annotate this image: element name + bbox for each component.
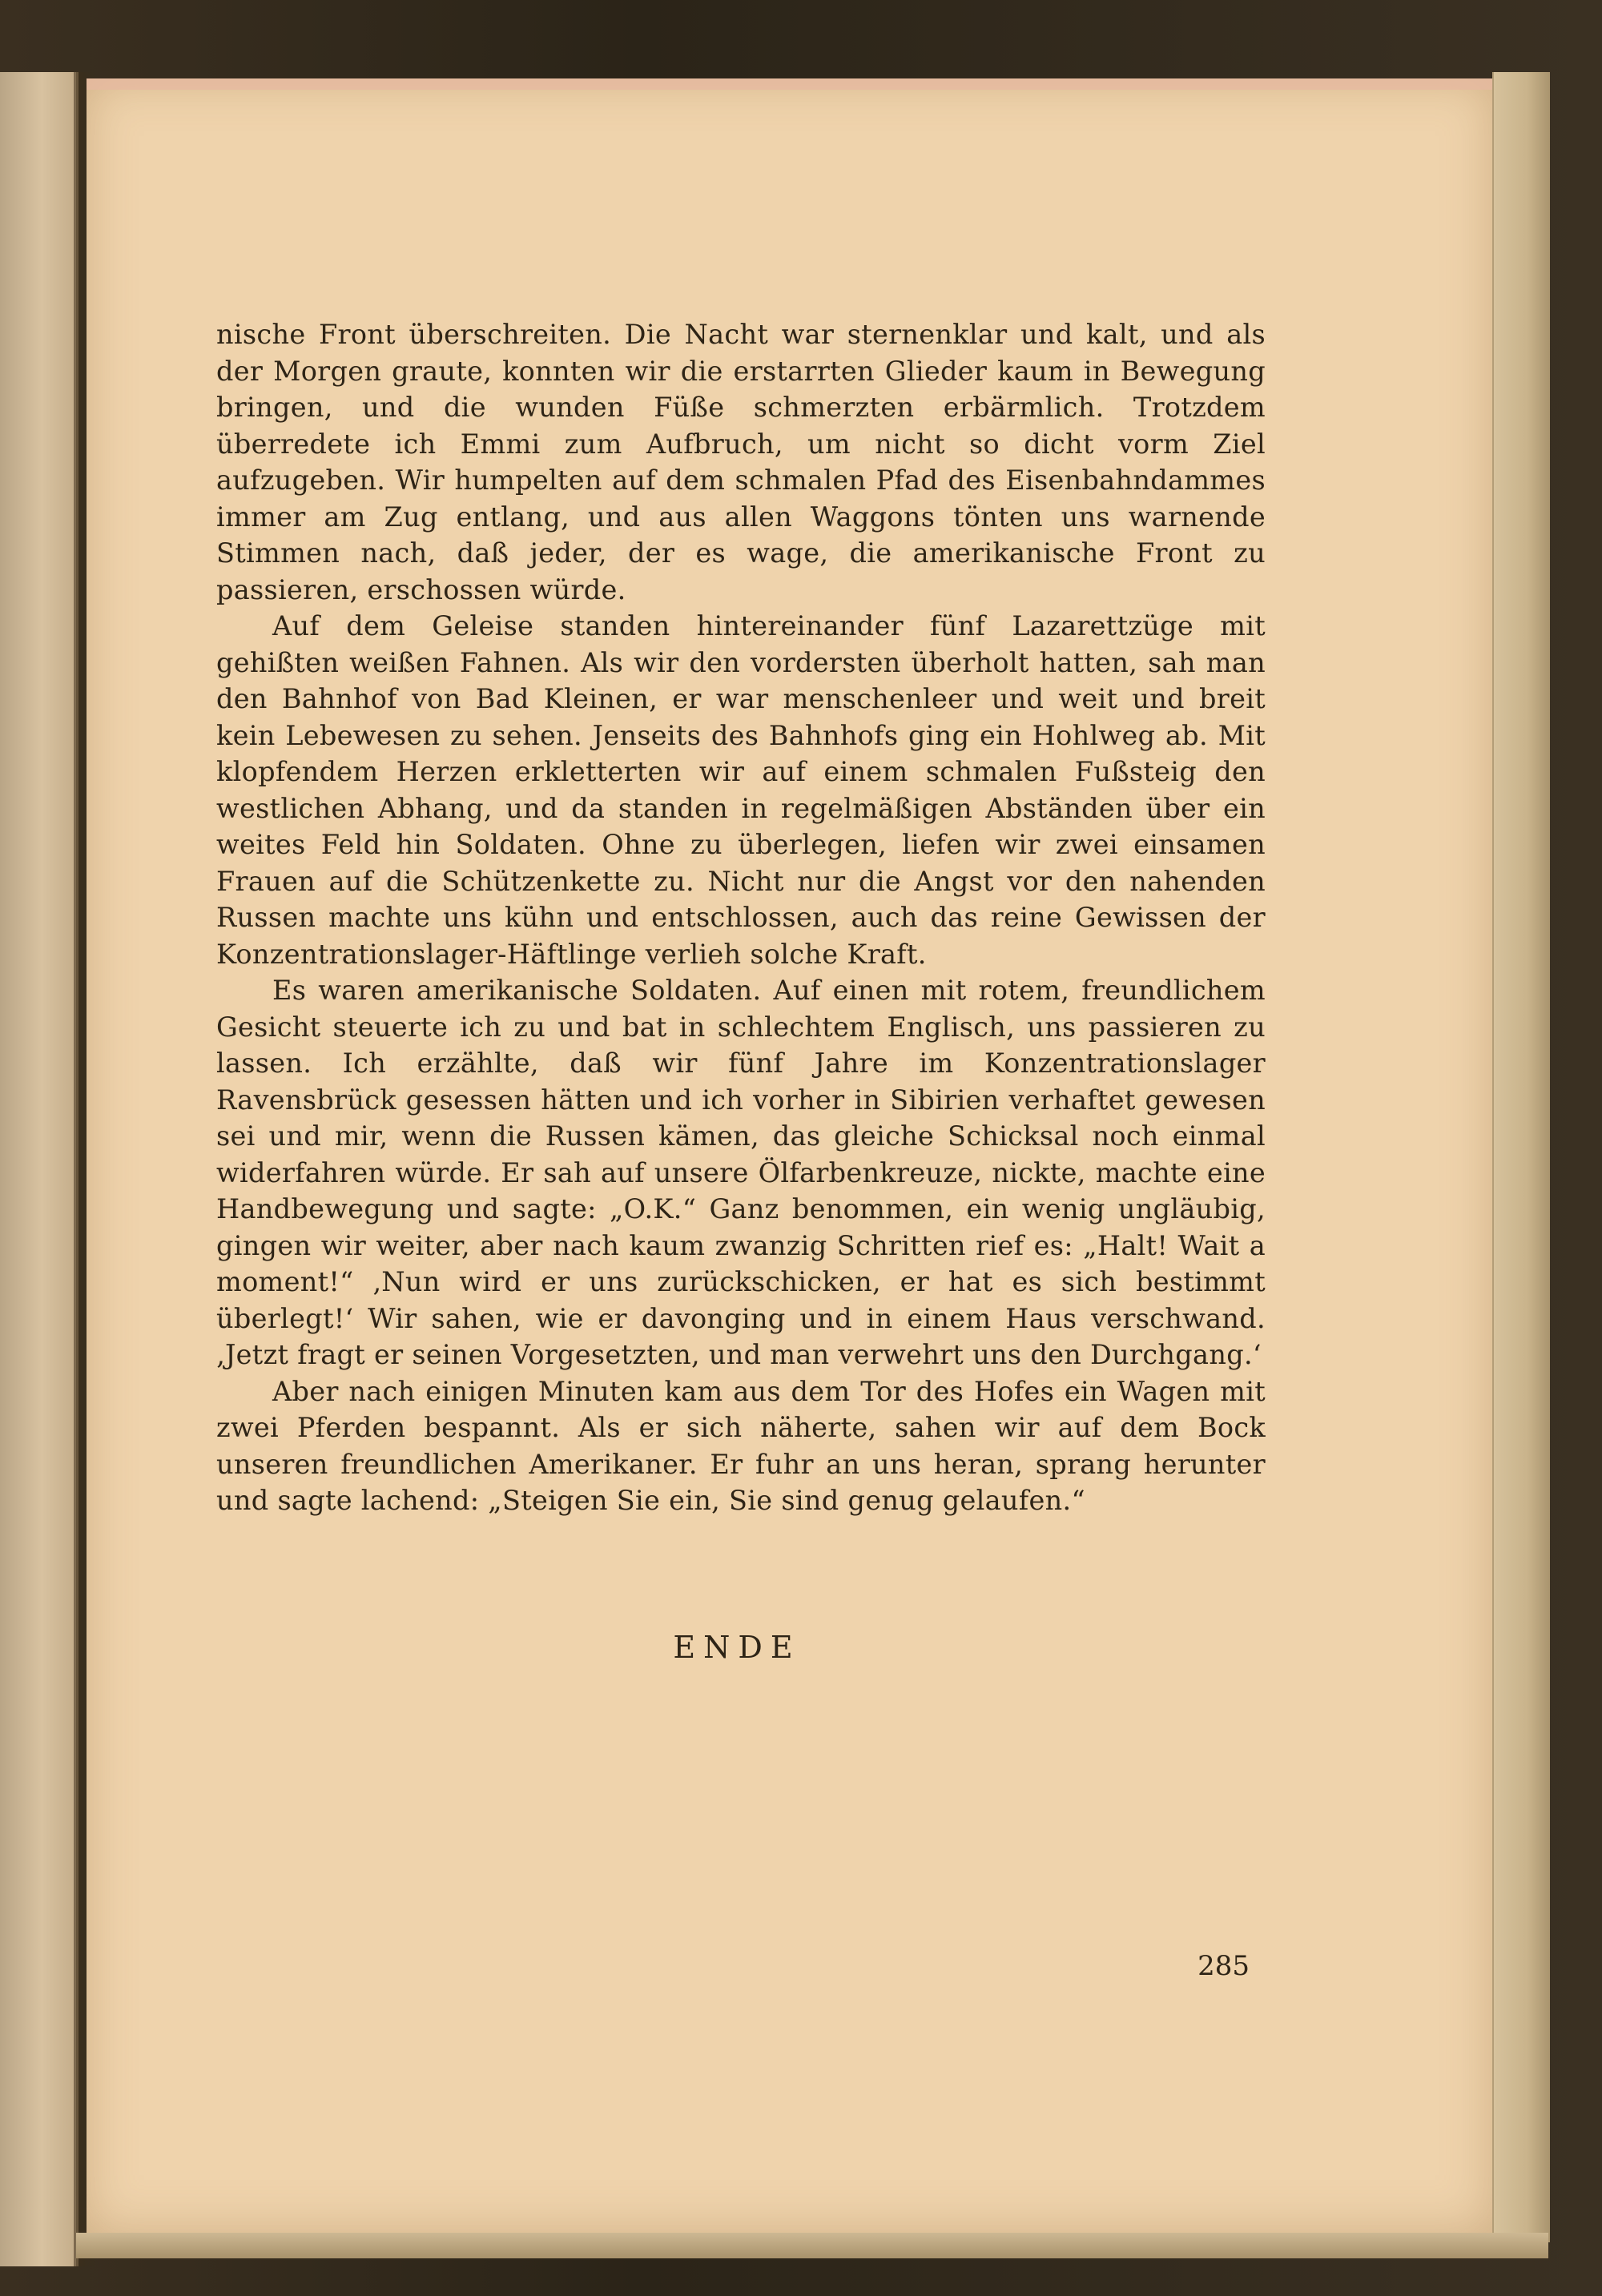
paragraph-1: nische Front überschreiten. Die Nacht war sternenklar und kalt, und als der Morgen graute, konnten wir die erstarrten Glieder kaum in Bewegung bringen, und die wunden Füße schmerzten erbärmlich. Trotzdem überredete ich Emmi zum Aufbruch, um nicht so dicht vorm Ziel aufzugeben. Wir humpelten auf dem schmalen Pfad des Eisenbahndammes immer am Zug entlang, und aus allen Waggons tönten uns warnende Stimmen nach, daß jeder, der es wage, die amerikanische Front zu passieren, erschossen würde.: [216, 319, 1266, 605]
paragraph-4: Aber nach einigen Minuten kam aus dem Tor des Hofes ein Wagen mit zwei Pferden bespannt. Als er sich näherte, sahen wir auf dem Bock unseren freundlichen Amerikaner. Er fuhr an uns heran, sprang herunter und sagte lachend: „Steigen Sie ein, Sie sind genug gelaufen.“: [216, 1375, 1266, 1516]
page-number: 285: [1197, 1950, 1250, 1982]
paragraph-2: Auf dem Geleise standen hintereinander fünf Lazarettzüge mit gehißten weißen Fahnen. Als wir den vordersten überholt hatten, sah man den Bahnhof von Bad Kleinen, er war menschenleer und weit und breit kein Lebewesen zu sehen. Jenseits des Bahnhofs ging ein Hohlweg ab. Mit klopfendem Herzen erkletterten wir auf einem schmalen Fußsteig den westlichen Abhang, und da standen in regelmäßigen Abständen über ein weites Feld hin Soldaten. Ohne zu überlegen, liefen wir zwei einsamen Frauen auf die Schützenkette zu. Nicht nur die Angst vor den nahenden Russen machte uns kühn und entschlossen, auch das reine Gewissen der Konzentrationslager-Häftlinge verlieh solche Kraft.: [216, 610, 1266, 970]
left-page-edge: [0, 72, 78, 2266]
body-text: [216, 316, 1266, 1519]
paragraph-3: Es waren amerikanische Soldaten. Auf einen mit rotem, freundlichem Gesicht steuerte ich zu und bat in schlechtem Englisch, uns passieren zu lassen. Ich erzählte, daß wir fünf Jahre im Konzentrationslager Ravensbrück gesessen hätten und ich vorher in Sibirien verhaftet gewesen sei und mir, wenn die Russen kämen, das gleiche Schicksal noch einmal widerfahren würde. Er sah auf unsere Ölfarbenkreuze, nickte, machte eine Handbewegung und sagte: „O.K.“ Ganz benommen, ein wenig ungläubig, gingen wir weiter, aber nach kaum zwanzig Schritten rief es: „Halt! Wait a moment!“ ‚Nun wird er uns zurückschicken, er hat es sich bestimmt überlegt!‘ Wir sahen, wie er davonging und in einem Haus verschwand. ‚Jetzt fragt er seinen Vorgesetzten, und man verwehrt uns den Durchgang.‘: [216, 975, 1266, 1370]
ending-heading: ENDE: [673, 1630, 801, 1665]
page-top-strip: [87, 78, 1492, 90]
right-page-edge: [1492, 72, 1550, 2242]
bottom-page-edge: [76, 2233, 1548, 2258]
